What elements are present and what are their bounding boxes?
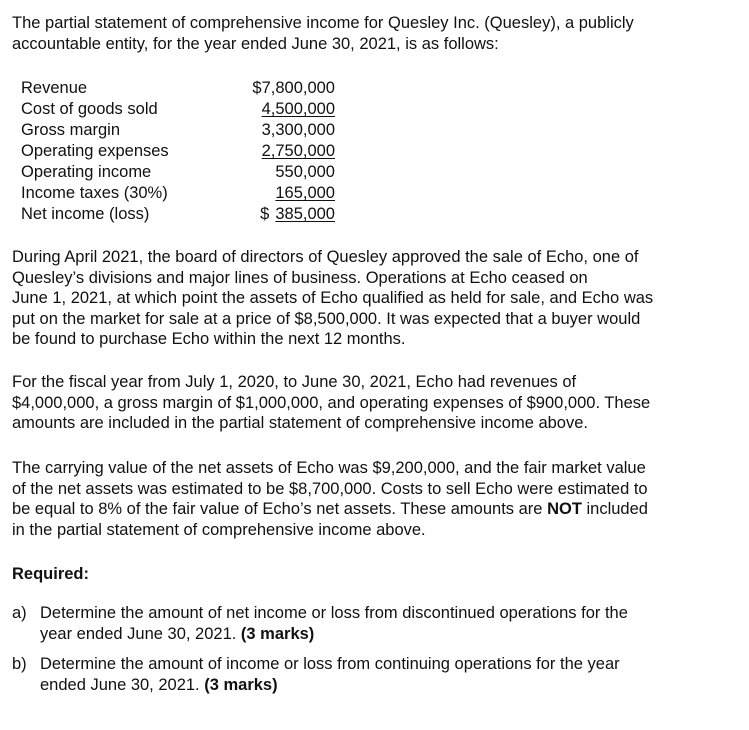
row-label: Gross margin xyxy=(21,121,121,139)
paragraph-line: For the fiscal year from July 1, 2020, to June 30, 2021, Echo had revenues of xyxy=(12,373,577,391)
statement-row-revenue xyxy=(21,78,341,99)
question-marks: (3 marks) xyxy=(240,624,315,643)
row-amount: 165,000 xyxy=(275,184,335,202)
paragraph-line: amounts are included in the partial statement of comprehensive income above. xyxy=(12,414,588,432)
statement-row-income-taxes xyxy=(21,183,341,204)
row-amount: 550,000 xyxy=(275,163,335,181)
row-amount-total xyxy=(260,204,335,225)
question-line xyxy=(40,675,620,696)
paragraph-line: June 1, 2021, at which point the assets of Echo qualified as held for sale, and Echo was xyxy=(12,289,654,307)
question-marker: b) xyxy=(12,655,27,673)
paragraph-line: $4,000,000, a gross margin of $1,000,000, and operating expenses of $900,000. These xyxy=(12,393,651,412)
intro-line: The partial statement of comprehensive income for Quesley Inc. (Quesley), a publicly xyxy=(12,14,634,32)
line-text-end: included xyxy=(581,500,648,518)
paragraph-line: During April 2021, the board of directors of Quesley approved the sale of Echo, one of xyxy=(12,248,639,266)
income-statement xyxy=(21,78,341,225)
question-marks: (3 marks) xyxy=(204,675,278,694)
question-line-text: ended June 30, 2021. xyxy=(40,675,205,694)
paragraph-line xyxy=(12,499,740,520)
question-line xyxy=(40,624,628,645)
required-heading: Required: xyxy=(12,565,90,583)
row-label: Operating expenses xyxy=(21,142,169,160)
row-label: Revenue xyxy=(21,79,88,97)
paragraph-line: be found to purchase Echo within the next 12 months. xyxy=(12,330,406,348)
paragraph-echo-results xyxy=(12,372,740,434)
paragraph-line: put on the market for sale at a price of $8,500,000. It was expected that a buyer would xyxy=(12,309,641,328)
row-label: Net income (loss) xyxy=(21,205,150,223)
question-text xyxy=(40,603,628,644)
paragraph-line: Quesley’s divisions and major lines of business. Operations at Echo ceased on xyxy=(12,268,588,287)
row-amount: 2,750,000 xyxy=(261,142,335,160)
question-line: Determine the amount of net income or loss from discontinued operations for the xyxy=(40,604,628,622)
row-label: Cost of goods sold xyxy=(21,100,158,118)
statement-row-operating-income xyxy=(21,162,341,183)
statement-row-net-income xyxy=(21,204,341,225)
row-label: Operating income xyxy=(21,163,152,181)
row-amount: $7,800,000 xyxy=(252,79,335,97)
currency-sign: $ xyxy=(260,205,270,223)
intro-line: accountable entity, for the year ended June 30, 2021, is as follows: xyxy=(12,34,499,53)
row-amount: 4,500,000 xyxy=(261,100,335,118)
emphasis-not: NOT xyxy=(547,500,582,518)
paragraph-sale-approval xyxy=(12,247,740,350)
paragraph-net-assets xyxy=(12,458,740,540)
question-text xyxy=(40,654,620,695)
intro-paragraph xyxy=(12,13,740,54)
total-amount: 385,000 xyxy=(275,205,335,223)
statement-row-operating-expenses xyxy=(21,141,341,162)
row-label: Income taxes (30%) xyxy=(21,184,168,202)
paragraph-line: of the net assets was estimated to be $8,700,000. Costs to sell Echo were estimated to xyxy=(12,479,648,498)
line-text: be equal to 8% of the fair value of Echo’s net assets. These amounts are xyxy=(12,500,548,518)
statement-row-cogs xyxy=(21,99,341,120)
question-marker: a) xyxy=(12,604,27,622)
question-line: Determine the amount of income or loss from continuing operations for the year xyxy=(40,655,620,673)
paragraph-line: The carrying value of the net assets of Echo was $9,200,000, and the fair market value xyxy=(12,459,646,477)
question-line-text: year ended June 30, 2021. xyxy=(40,624,241,643)
statement-row-gross-margin xyxy=(21,120,341,141)
row-amount: 3,300,000 xyxy=(261,121,335,139)
paragraph-line: in the partial statement of comprehensive income above. xyxy=(12,520,426,539)
